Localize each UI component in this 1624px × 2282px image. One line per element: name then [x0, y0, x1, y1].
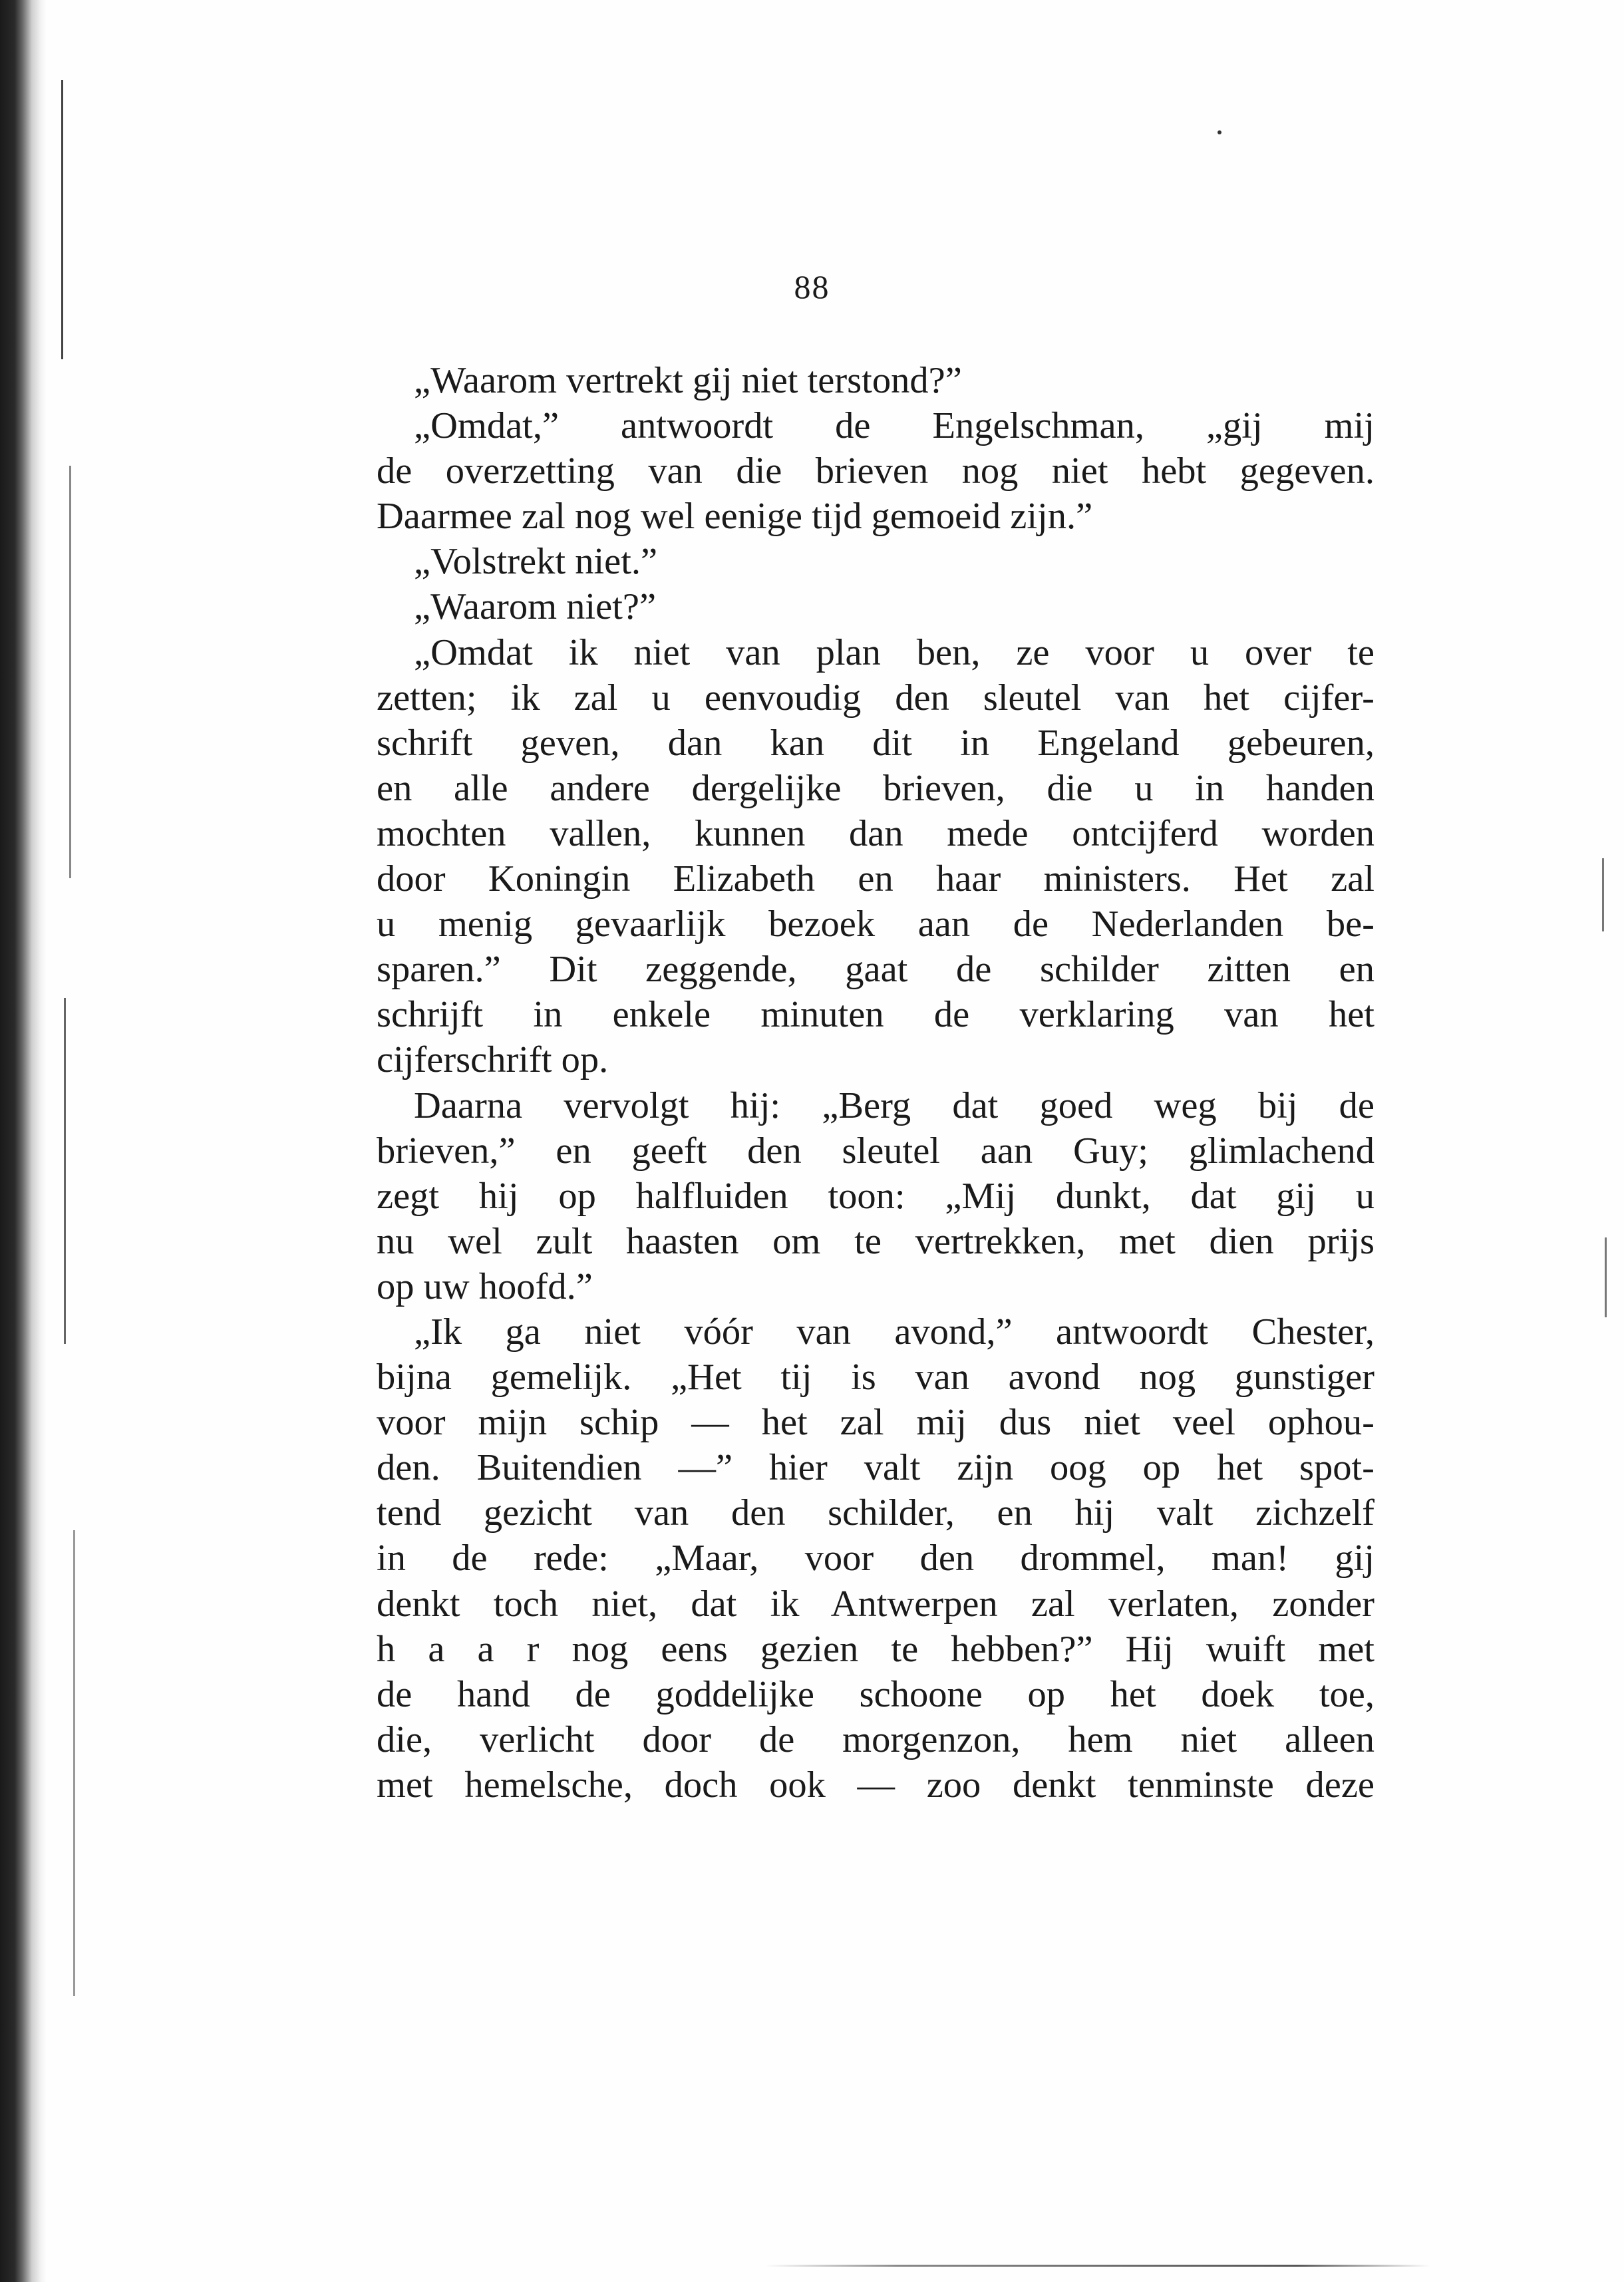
scan-mark [1602, 858, 1604, 931]
text-line: met hemelsche, doch ook — zoo denkt tenminste deze [377, 1764, 1375, 1806]
binding-mark [61, 80, 63, 359]
text-line: u menig gevaarlijk bezoek aan de Nederlanden be- [377, 903, 1375, 945]
text-line: nu wel zult haasten om te vertrekken, met dien prijs [377, 1220, 1375, 1262]
text-line: zegt hij op halfluiden toon: „Mij dunkt, dat gij u [377, 1175, 1375, 1217]
binding-edge [0, 0, 47, 2282]
text-line: denkt toch niet, dat ik Antwerpen zal verlaten, zonder [377, 1583, 1375, 1625]
text-line: Daarmee zal nog wel eenige tijd gemoeid zijn.” [377, 496, 1093, 538]
text-line: de overzetting van die brieven nog niet hebt gegeven. [377, 450, 1375, 492]
text-line: cijferschrift op. [377, 1039, 609, 1081]
text-line: tend gezicht van den schilder, en hij valt zichzelf [377, 1492, 1375, 1534]
text-line: „Waarom vertrekt gij niet terstond?” [414, 360, 962, 401]
body-text [377, 358, 1375, 1808]
scan-bottom-edge [765, 2265, 1430, 2267]
binding-mark [69, 466, 71, 878]
text-line: door Koningin Elizabeth en haar ministers. Het zal [377, 858, 1375, 900]
text-line: mochten vallen, kunnen dan mede ontcijferd worden [377, 812, 1375, 854]
text-line: schrift geven, dan kan dit in Engeland gebeuren, [377, 722, 1375, 764]
text-line: h a a r nog eens gezien te hebben?” Hij wuift met [377, 1628, 1375, 1670]
dust-speck [1218, 130, 1221, 134]
text-line: den. Buitendien —” hier valt zijn oog op het spot- [377, 1447, 1375, 1489]
text-line: voor mijn schip — het zal mij dus niet veel ophou- [377, 1402, 1375, 1444]
text-line: „Volstrekt niet.” [414, 541, 658, 583]
text-line: „Omdat ik niet van plan ben, ze voor u over te [414, 631, 1375, 673]
text-line: Daarna vervolgt hij: „Berg dat goed weg bij de [414, 1084, 1375, 1126]
text-line: bijna gemelijk. „Het tij is van avond nog gunstiger [377, 1357, 1375, 1398]
text-line: de hand de goddelijke schoone op het doek toe, [377, 1673, 1375, 1715]
text-line: op uw hoofd.” [377, 1265, 593, 1307]
text-line: en alle andere dergelijke brieven, die u in handen [377, 767, 1375, 809]
text-line: brieven,” en geeft den sleutel aan Guy; glimlachend [377, 1130, 1375, 1172]
page-number: 88 [794, 268, 830, 305]
text-line: zetten; ik zal u eenvoudig den sleutel van het cijfer- [377, 677, 1375, 719]
text-line: die, verlicht door de morgenzon, hem niet alleen [377, 1718, 1375, 1760]
text-line: sparen.” Dit zeggende, gaat de schilder zitten en [377, 949, 1375, 991]
binding-mark [64, 998, 66, 1344]
binding-mark [73, 1530, 75, 1996]
text-line: in de rede: „Maar, voor den drommel, man! gij [377, 1538, 1375, 1579]
text-line: „Omdat,” antwoordt de Engelschman, „gij mij [414, 405, 1375, 447]
text-line: schrijft in enkele minuten de verklaring van het [377, 994, 1375, 1036]
scan-mark [1605, 1237, 1607, 1317]
text-line: „Ik ga niet vóór van avond,” antwoordt Chester, [414, 1311, 1375, 1353]
text-line: „Waarom niet?” [414, 586, 657, 628]
